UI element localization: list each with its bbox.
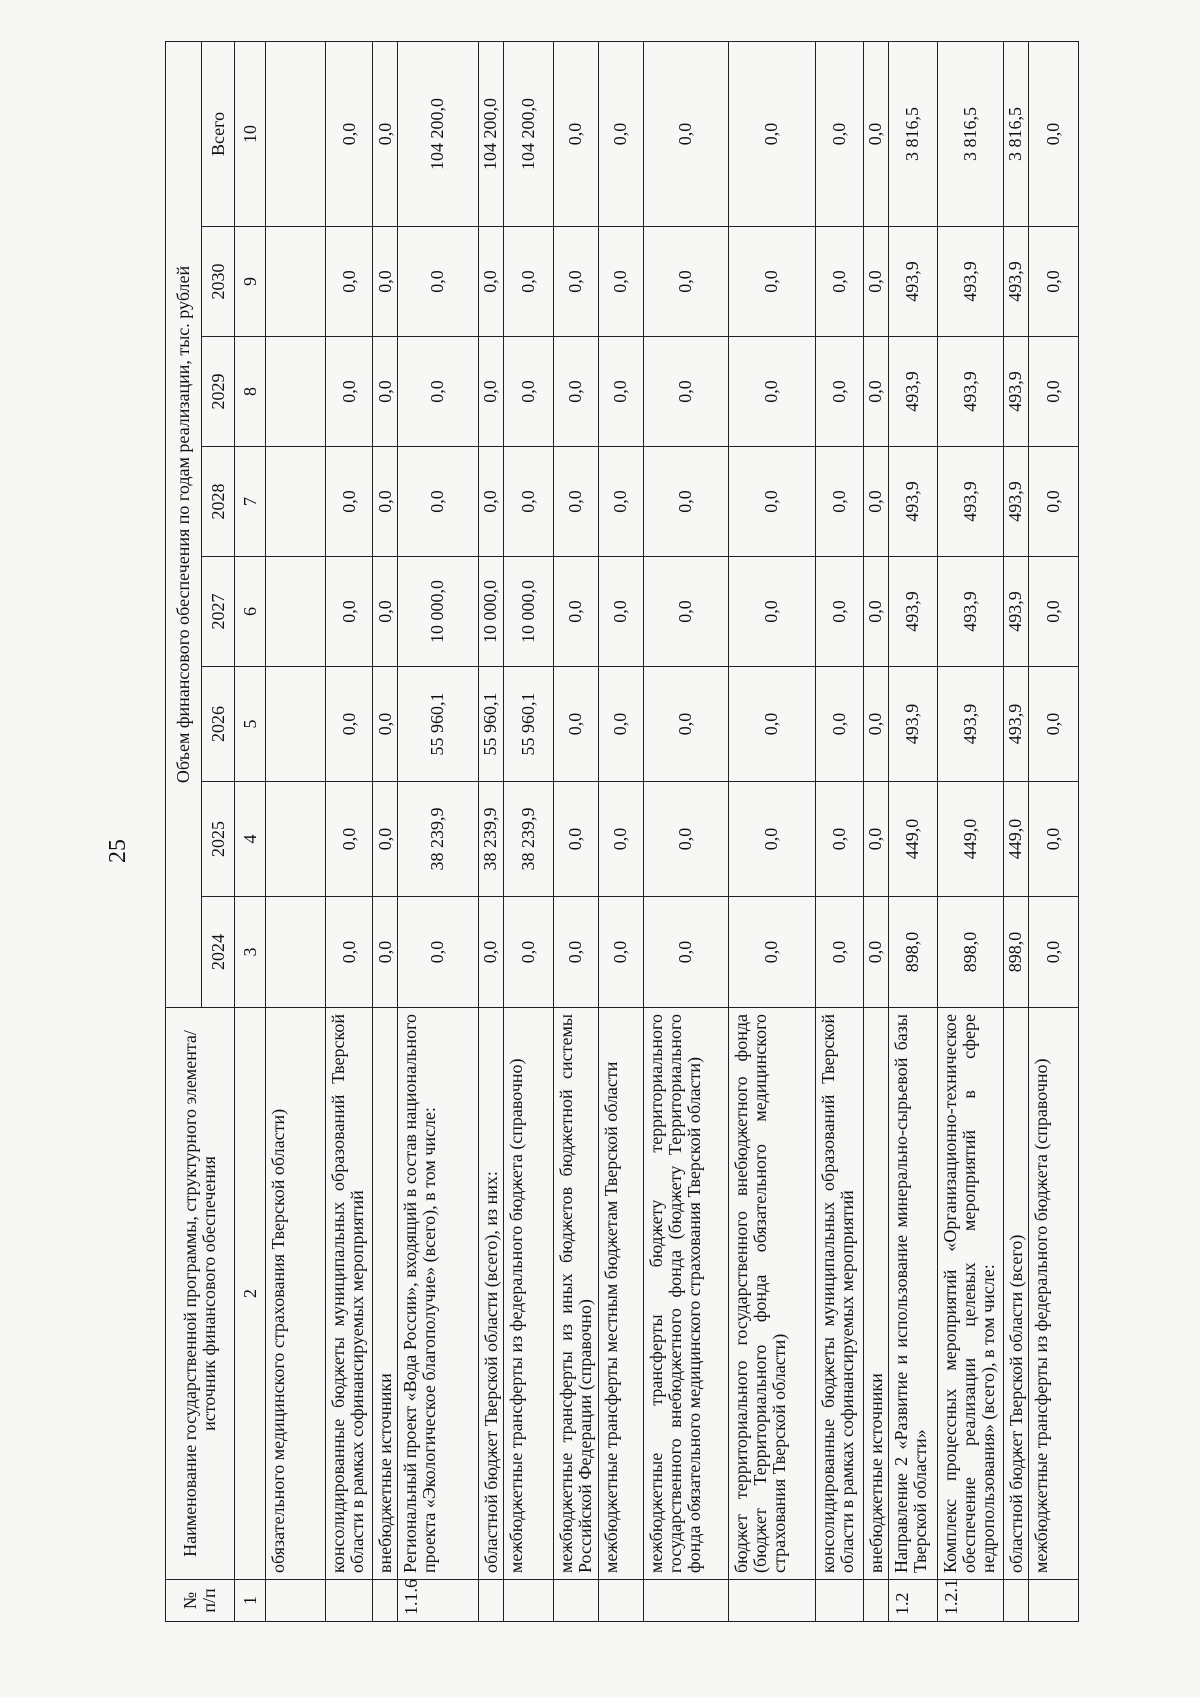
rotated-table-container <box>165 42 1063 1622</box>
value-cell: 10 000,0 <box>478 557 503 667</box>
column-number: 9 <box>235 227 266 337</box>
row-name: консолидированные бюджеты муниципальных образований Тверской области в рамках софинансируемых мероприятий <box>815 1008 863 1580</box>
row-number: 1.2 <box>888 1580 937 1622</box>
row-name: межбюджетные трансферты из федерального бюджета (справочно) <box>503 1008 553 1580</box>
value-cell: 0,0 <box>863 227 888 337</box>
value-cell: 0,0 <box>326 557 373 667</box>
table-body <box>266 41 1079 1621</box>
value-cell: 55 960,1 <box>397 667 478 782</box>
value-cell: 0,0 <box>326 337 373 447</box>
table-row <box>1028 41 1078 1621</box>
value-cell: 0,0 <box>728 557 815 667</box>
column-number: 10 <box>235 41 266 226</box>
value-cell: 493,9 <box>1003 667 1028 782</box>
table-row <box>815 41 863 1621</box>
value-cell: 0,0 <box>815 337 863 447</box>
table-row <box>266 41 326 1621</box>
value-cell: 3 816,5 <box>888 41 937 226</box>
column-number: 3 <box>235 897 266 1008</box>
value-cell: 0,0 <box>373 41 398 226</box>
value-cell: 493,9 <box>888 557 937 667</box>
row-number <box>553 1580 598 1622</box>
header-num: № п/п <box>166 1580 235 1622</box>
table-row <box>373 41 398 1621</box>
table-row <box>553 41 598 1621</box>
header-year: 2030 <box>202 227 235 337</box>
value-cell: 0,0 <box>326 897 373 1008</box>
value-cell <box>266 667 326 782</box>
value-cell: 0,0 <box>598 782 643 897</box>
value-cell: 493,9 <box>937 557 1003 667</box>
value-cell: 493,9 <box>1003 557 1028 667</box>
value-cell: 55 960,1 <box>503 667 553 782</box>
value-cell: 493,9 <box>937 337 1003 447</box>
value-cell: 0,0 <box>1028 557 1078 667</box>
column-number: 7 <box>235 447 266 557</box>
value-cell: 55 960,1 <box>478 667 503 782</box>
value-cell: 0,0 <box>815 897 863 1008</box>
value-cell: 10 000,0 <box>503 557 553 667</box>
table-row <box>863 41 888 1621</box>
value-cell: 0,0 <box>1028 897 1078 1008</box>
table-row <box>643 41 728 1621</box>
row-number <box>373 1580 398 1622</box>
header-volume: Объем финансового обеспечения по годам реализации, тыс. рублей <box>166 41 202 1007</box>
column-number: 8 <box>235 337 266 447</box>
table-row <box>397 41 478 1621</box>
value-cell <box>266 557 326 667</box>
value-cell: 0,0 <box>397 897 478 1008</box>
column-number: 5 <box>235 667 266 782</box>
value-cell: 493,9 <box>888 227 937 337</box>
value-cell: 449,0 <box>937 782 1003 897</box>
value-cell: 0,0 <box>553 897 598 1008</box>
value-cell: 0,0 <box>643 897 728 1008</box>
value-cell: 0,0 <box>553 447 598 557</box>
value-cell: 0,0 <box>553 337 598 447</box>
value-cell: 0,0 <box>815 667 863 782</box>
value-cell: 0,0 <box>598 227 643 337</box>
value-cell: 0,0 <box>643 227 728 337</box>
row-number <box>503 1580 553 1622</box>
value-cell: 10 000,0 <box>397 557 478 667</box>
table-row <box>326 41 373 1621</box>
value-cell: 0,0 <box>326 41 373 226</box>
value-cell: 0,0 <box>815 447 863 557</box>
value-cell: 0,0 <box>1028 337 1078 447</box>
row-number <box>863 1580 888 1622</box>
value-cell: 0,0 <box>326 667 373 782</box>
value-cell: 0,0 <box>326 782 373 897</box>
value-cell: 104 200,0 <box>503 41 553 226</box>
value-cell: 38 239,9 <box>503 782 553 897</box>
value-cell: 0,0 <box>815 782 863 897</box>
value-cell: 0,0 <box>478 447 503 557</box>
value-cell: 0,0 <box>815 557 863 667</box>
header-year: 2025 <box>202 782 235 897</box>
value-cell: 0,0 <box>503 227 553 337</box>
value-cell: 493,9 <box>1003 227 1028 337</box>
row-name: Региональный проект «Вода России», входящий в состав национального проекта «Экологическое благополучие» (всего), в том числе: <box>397 1008 478 1580</box>
value-cell: 0,0 <box>643 41 728 226</box>
row-name: консолидированные бюджеты муниципальных образований Тверской области в рамках софинансируемых мероприятий <box>326 1008 373 1580</box>
value-cell: 3 816,5 <box>1003 41 1028 226</box>
value-cell: 0,0 <box>397 227 478 337</box>
row-name: межбюджетные трансферты из иных бюджетов бюджетной системы Российской Федерации (справочно) <box>553 1008 598 1580</box>
value-cell: 0,0 <box>1028 447 1078 557</box>
value-cell: 0,0 <box>643 557 728 667</box>
value-cell: 0,0 <box>598 337 643 447</box>
table-row <box>728 41 815 1621</box>
value-cell: 0,0 <box>326 447 373 557</box>
value-cell: 104 200,0 <box>478 41 503 226</box>
value-cell: 0,0 <box>863 41 888 226</box>
value-cell: 0,0 <box>503 897 553 1008</box>
value-cell: 0,0 <box>728 337 815 447</box>
value-cell: 0,0 <box>598 667 643 782</box>
header-year: Всего <box>202 41 235 226</box>
value-cell: 898,0 <box>888 897 937 1008</box>
value-cell: 898,0 <box>1003 897 1028 1008</box>
value-cell <box>266 782 326 897</box>
value-cell: 0,0 <box>373 227 398 337</box>
value-cell: 104 200,0 <box>397 41 478 226</box>
value-cell: 0,0 <box>553 782 598 897</box>
header-year: 2024 <box>202 897 235 1008</box>
value-cell: 0,0 <box>598 557 643 667</box>
table-row <box>503 41 553 1621</box>
value-cell: 0,0 <box>863 782 888 897</box>
row-number <box>1003 1580 1028 1622</box>
value-cell: 0,0 <box>478 897 503 1008</box>
value-cell <box>266 337 326 447</box>
value-cell: 449,0 <box>888 782 937 897</box>
value-cell: 38 239,9 <box>397 782 478 897</box>
value-cell: 0,0 <box>1028 41 1078 226</box>
row-number: 1.2.1 <box>937 1580 1003 1622</box>
value-cell: 0,0 <box>598 897 643 1008</box>
value-cell <box>266 447 326 557</box>
column-number: 1 <box>235 1580 266 1622</box>
value-cell: 0,0 <box>553 667 598 782</box>
value-cell: 493,9 <box>888 337 937 447</box>
value-cell: 0,0 <box>643 447 728 557</box>
value-cell: 449,0 <box>1003 782 1028 897</box>
value-cell: 0,0 <box>1028 782 1078 897</box>
header-year: 2028 <box>202 447 235 557</box>
value-cell: 0,0 <box>553 227 598 337</box>
value-cell <box>266 897 326 1008</box>
value-cell: 0,0 <box>815 227 863 337</box>
row-name: межбюджетные трансферты из федерального бюджета (справочно) <box>1028 1008 1078 1580</box>
value-cell: 0,0 <box>728 897 815 1008</box>
value-cell: 0,0 <box>863 447 888 557</box>
value-cell: 493,9 <box>1003 337 1028 447</box>
page-number: 25 <box>105 839 131 863</box>
row-number <box>478 1580 503 1622</box>
row-number <box>266 1580 326 1622</box>
row-number <box>598 1580 643 1622</box>
header-row-top <box>166 41 202 1621</box>
value-cell: 0,0 <box>373 447 398 557</box>
value-cell: 493,9 <box>937 447 1003 557</box>
value-cell: 0,0 <box>326 227 373 337</box>
row-name: внебюджетные источники <box>373 1008 398 1580</box>
row-number <box>815 1580 863 1622</box>
value-cell: 493,9 <box>937 227 1003 337</box>
value-cell: 0,0 <box>863 667 888 782</box>
column-number: 2 <box>235 1008 266 1580</box>
row-number <box>1028 1580 1078 1622</box>
value-cell: 0,0 <box>373 337 398 447</box>
column-number: 6 <box>235 557 266 667</box>
row-number <box>643 1580 728 1622</box>
row-number <box>728 1580 815 1622</box>
value-cell: 38 239,9 <box>478 782 503 897</box>
value-cell: 0,0 <box>863 337 888 447</box>
row-number: 1.1.6 <box>397 1580 478 1622</box>
financing-table <box>165 41 1079 1622</box>
table-row <box>1003 41 1028 1621</box>
value-cell: 0,0 <box>728 447 815 557</box>
value-cell: 0,0 <box>863 897 888 1008</box>
value-cell: 0,0 <box>728 41 815 226</box>
value-cell: 493,9 <box>888 667 937 782</box>
value-cell: 0,0 <box>373 557 398 667</box>
value-cell: 0,0 <box>598 447 643 557</box>
value-cell: 0,0 <box>643 782 728 897</box>
row-name: областной бюджет Тверской области (всего), из них: <box>478 1008 503 1580</box>
value-cell: 0,0 <box>503 337 553 447</box>
header-name: Наименование государственной программы, структурного элемента/источник финансового обеспечения <box>166 1008 235 1580</box>
header-year: 2029 <box>202 337 235 447</box>
value-cell: 0,0 <box>643 337 728 447</box>
row-name: межбюджетные трансферты местным бюджетам Тверской области <box>598 1008 643 1580</box>
header-year: 2027 <box>202 557 235 667</box>
row-name: обязательного медицинского страхования Тверской области) <box>266 1008 326 1580</box>
row-name: межбюджетные трансферты бюджету территориального государственного внебюджетного фонда (бюджету Территориального фонда обязательного медицинского страхования Тверской области) <box>643 1008 728 1580</box>
value-cell <box>266 41 326 226</box>
value-cell: 0,0 <box>553 557 598 667</box>
value-cell: 0,0 <box>553 41 598 226</box>
row-name: бюджет территориального государственного внебюджетного фонда (бюджет Территориального фонда обязательного медицинского страхования Тверской области) <box>728 1008 815 1580</box>
table-row <box>937 41 1003 1621</box>
value-cell: 0,0 <box>728 227 815 337</box>
value-cell <box>266 227 326 337</box>
value-cell: 0,0 <box>373 897 398 1008</box>
value-cell: 0,0 <box>728 667 815 782</box>
table-row <box>478 41 503 1621</box>
value-cell: 0,0 <box>397 337 478 447</box>
value-cell: 0,0 <box>863 557 888 667</box>
row-number <box>326 1580 373 1622</box>
value-cell: 0,0 <box>397 447 478 557</box>
value-cell: 493,9 <box>937 667 1003 782</box>
row-name: Комплекс процессных мероприятий «Организационно-техническое обеспечение реализации целевых мероприятий в сфере недропользования» (всего), в том числе: <box>937 1008 1003 1580</box>
table-row <box>888 41 937 1621</box>
value-cell: 3 816,5 <box>937 41 1003 226</box>
value-cell: 0,0 <box>728 782 815 897</box>
row-name: областной бюджет Тверской области (всего) <box>1003 1008 1028 1580</box>
value-cell: 0,0 <box>1028 227 1078 337</box>
value-cell: 0,0 <box>643 667 728 782</box>
header-year: 2026 <box>202 667 235 782</box>
value-cell: 0,0 <box>598 41 643 226</box>
value-cell: 0,0 <box>503 447 553 557</box>
value-cell: 493,9 <box>888 447 937 557</box>
row-name: внебюджетные источники <box>863 1008 888 1580</box>
value-cell: 0,0 <box>815 41 863 226</box>
header-row-col-numbers <box>235 41 266 1621</box>
value-cell: 0,0 <box>373 667 398 782</box>
column-number: 4 <box>235 782 266 897</box>
row-name: Направление 2 «Развитие и использование минерально-сырьевой базы Тверской области» <box>888 1008 937 1580</box>
value-cell: 493,9 <box>1003 447 1028 557</box>
table-row <box>598 41 643 1621</box>
value-cell: 0,0 <box>478 227 503 337</box>
value-cell: 0,0 <box>478 337 503 447</box>
value-cell: 0,0 <box>373 782 398 897</box>
value-cell: 898,0 <box>937 897 1003 1008</box>
value-cell: 0,0 <box>1028 667 1078 782</box>
